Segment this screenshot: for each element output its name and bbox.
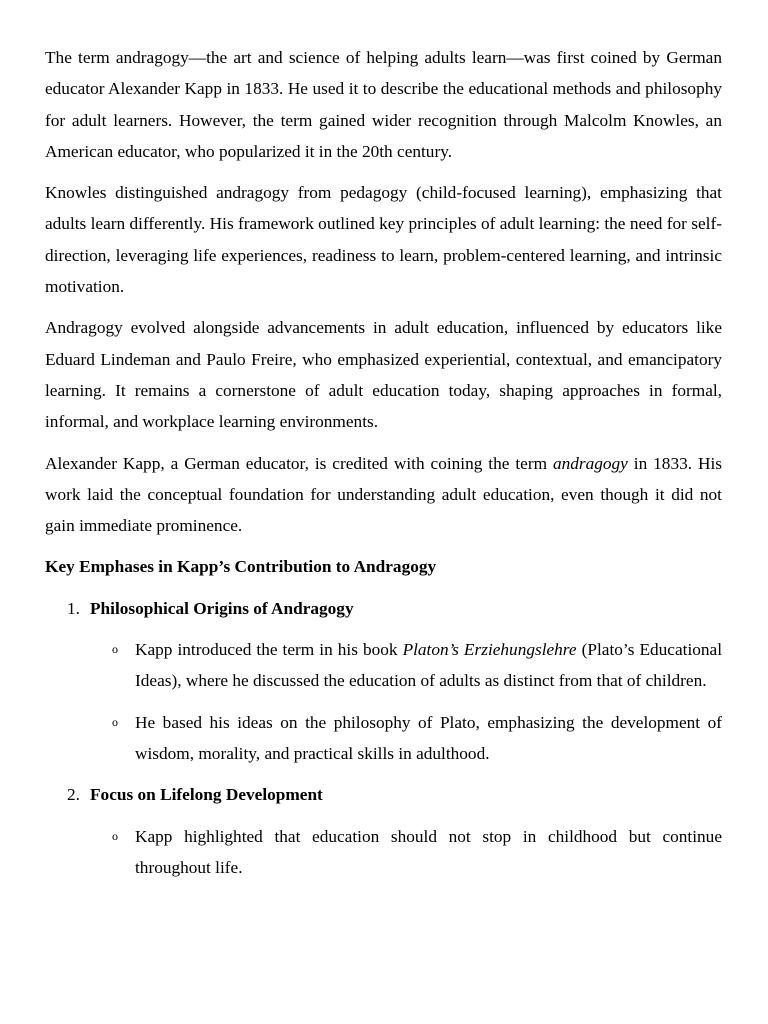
bullet-icon: o bbox=[112, 714, 118, 729]
bullet-icon: o bbox=[112, 828, 118, 843]
kapp-term-italic: andragogy bbox=[552, 453, 628, 473]
bullet-item bbox=[45, 634, 722, 697]
section-heading: Key Emphases in Kapp’s Contribution to Andragogy bbox=[45, 557, 437, 577]
bullet-text: He based his ideas on the philosophy of Plato, emphasizing the development of wisdom, morality, and practical skills in adulthood. bbox=[135, 712, 722, 763]
list-item-lifelong-development bbox=[45, 779, 722, 810]
bullet-item bbox=[45, 707, 722, 770]
list-number: 2. bbox=[67, 785, 80, 805]
list-number: 1. bbox=[67, 598, 80, 618]
paragraph-evolution: Andragogy evolved alongside advancements in adult education, influenced by educators like Eduard Lindeman and Paulo Freire, who emphasized experiential, contextual, and emancipatory learning. It remains a cornerstone of adult education today, shaping approaches in formal, informal, and workplace learning environments. bbox=[45, 318, 722, 432]
bullet-text-before: Kapp introduced the term in his book bbox=[135, 640, 403, 660]
paragraph-origin: The term andragogy—the art and science of helping adults learn—was first coined by German educator Alexander Kapp in 1833. He used it to describe the educational methods and philosophy for adult learners. However, the term gained wider recognition through Malcolm Knowles, an American educator, who popularized it in the 20th century. bbox=[45, 48, 722, 161]
paragraph-kapp bbox=[45, 448, 722, 542]
book-title-italic: Platon’s Erziehungslehre bbox=[402, 640, 577, 660]
list-item-philosophical-origins bbox=[45, 593, 722, 624]
bullet-text-after: (Plato’s Educational Ideas), where he discussed the education of adults as distinct from that of children. bbox=[135, 640, 722, 691]
bullet-item bbox=[45, 821, 722, 884]
bullet-icon: o bbox=[112, 642, 118, 657]
kapp-text-before: Alexander Kapp, a German educator, is credited with coining the term bbox=[45, 453, 553, 473]
bullet-text: Kapp highlighted that education should not stop in childhood but continue throughout life. bbox=[135, 826, 722, 877]
paragraph-knowles: Knowles distinguished andragogy from pedagogy (child-focused learning), emphasizing that adults learn differently. His framework outlined key principles of adult learning: the need for self-direction, leveraging life experiences, readiness to learn, problem-centered learning, and intrinsic motivation. bbox=[45, 183, 722, 297]
list-item-title: Focus on Lifelong Development bbox=[90, 785, 323, 805]
document-page bbox=[45, 42, 722, 893]
bullet-text bbox=[135, 640, 722, 690]
kapp-text-after: in 1833. His work laid the conceptual foundation for understanding adult education, even though it did not gain immediate prominence. bbox=[45, 453, 722, 536]
list-item-title: Philosophical Origins of Andragogy bbox=[90, 598, 354, 618]
